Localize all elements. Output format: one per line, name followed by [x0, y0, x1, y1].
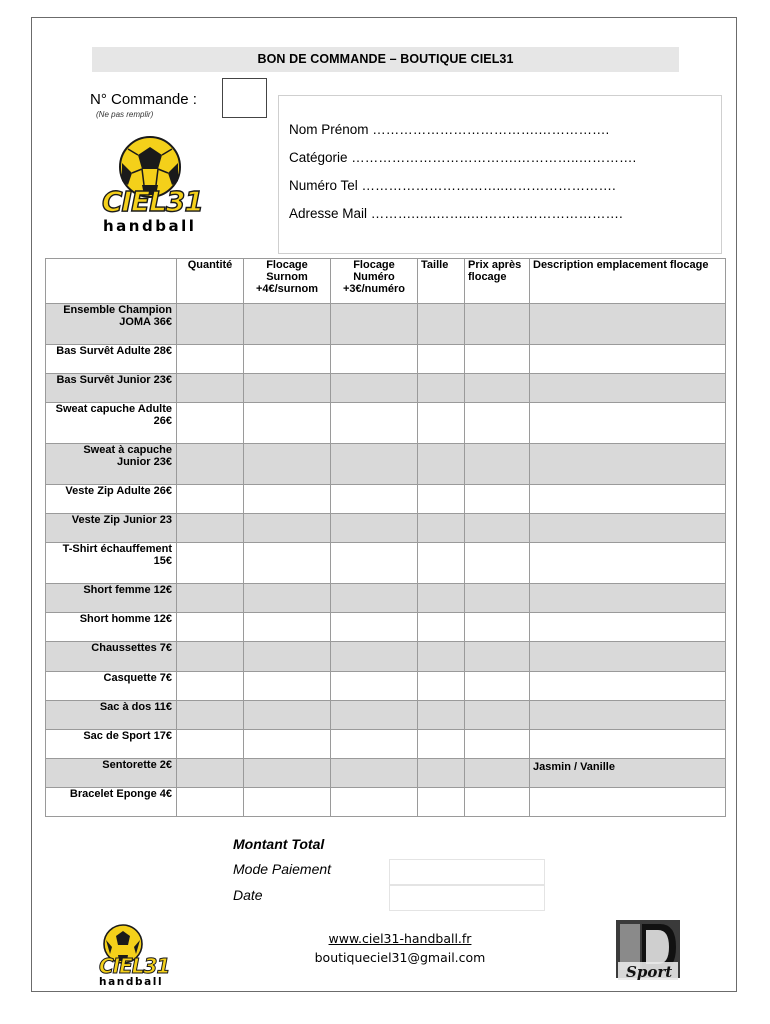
- description-cell[interactable]: Jasmin / Vanille: [530, 759, 726, 788]
- header-size: Taille: [418, 259, 465, 304]
- flocage-surnom-cell[interactable]: [244, 484, 331, 513]
- table-row: [46, 443, 726, 484]
- item-name: Sentorette 2€: [46, 759, 177, 788]
- table-row: [46, 403, 726, 444]
- ciel31-logo-text: CIEL31: [102, 185, 203, 218]
- description-cell[interactable]: [530, 443, 726, 484]
- description-cell[interactable]: [530, 304, 726, 345]
- size-cell[interactable]: [418, 373, 465, 402]
- size-cell[interactable]: [418, 513, 465, 542]
- quantity-cell[interactable]: [177, 513, 244, 542]
- price-cell[interactable]: [465, 543, 530, 584]
- table-row: [46, 583, 726, 612]
- table-row: [46, 642, 726, 671]
- flocage-surnom-cell[interactable]: [244, 642, 331, 671]
- quantity-cell[interactable]: [177, 304, 244, 345]
- item-name: Short homme 12€: [46, 613, 177, 642]
- flocage-numero-cell[interactable]: [331, 373, 418, 402]
- table-row: [46, 788, 726, 817]
- item-name: Sweat capuche Adulte 26€: [46, 403, 177, 444]
- payment-field[interactable]: [389, 859, 545, 885]
- flocage-surnom-cell[interactable]: [244, 759, 331, 788]
- quantity-cell[interactable]: [177, 443, 244, 484]
- size-cell[interactable]: [418, 403, 465, 444]
- description-cell[interactable]: [530, 403, 726, 444]
- size-cell[interactable]: [418, 304, 465, 345]
- header-quantity: Quantité: [177, 259, 244, 304]
- handball-logo-text: handball: [103, 217, 197, 235]
- item-name: T-Shirt échauffement 15€: [46, 543, 177, 584]
- table-header-row: [46, 259, 726, 304]
- table-row: [46, 700, 726, 729]
- price-cell[interactable]: [465, 788, 530, 817]
- item-name: Bas Survêt Adulte 28€: [46, 344, 177, 373]
- flocage-numero-cell[interactable]: [331, 484, 418, 513]
- size-cell[interactable]: [418, 671, 465, 700]
- price-cell[interactable]: [465, 642, 530, 671]
- email-field[interactable]: Adresse Mail ……….…..……..…………………………….: [289, 206, 623, 221]
- table-row: [46, 729, 726, 758]
- item-name: Sac à dos 11€: [46, 700, 177, 729]
- description-cell[interactable]: [530, 513, 726, 542]
- quantity-cell[interactable]: [177, 543, 244, 584]
- date-field[interactable]: [389, 885, 545, 911]
- flocage-numero-cell[interactable]: [331, 443, 418, 484]
- payment-label: Mode Paiement: [233, 861, 332, 877]
- ciel31-footer-logo: [97, 920, 177, 990]
- size-cell[interactable]: [418, 484, 465, 513]
- flocage-numero-cell[interactable]: [331, 344, 418, 373]
- flocage-numero-cell[interactable]: [331, 700, 418, 729]
- quantity-cell[interactable]: [177, 788, 244, 817]
- quantity-cell[interactable]: [177, 403, 244, 444]
- item-name: Veste Zip Junior 23: [46, 513, 177, 542]
- flocage-surnom-cell[interactable]: [244, 700, 331, 729]
- price-cell[interactable]: [465, 373, 530, 402]
- quantity-cell[interactable]: [177, 729, 244, 758]
- form-title: BON DE COMMANDE – BOUTIQUE CIEL31: [92, 47, 679, 72]
- description-cell[interactable]: [530, 344, 726, 373]
- quantity-cell[interactable]: [177, 642, 244, 671]
- description-cell[interactable]: [530, 700, 726, 729]
- d-sport-text: Sport: [626, 963, 673, 981]
- item-name: Short femme 12€: [46, 583, 177, 612]
- table-row: [46, 484, 726, 513]
- flocage-surnom-cell[interactable]: [244, 788, 331, 817]
- description-cell[interactable]: [530, 671, 726, 700]
- table-row: [46, 373, 726, 402]
- flocage-surnom-cell[interactable]: [244, 304, 331, 345]
- description-cell[interactable]: [530, 729, 726, 758]
- item-name: Sac de Sport 17€: [46, 729, 177, 758]
- flocage-surnom-cell[interactable]: [244, 513, 331, 542]
- description-cell[interactable]: [530, 788, 726, 817]
- handball-footer-logo-text: handball: [99, 976, 164, 988]
- description-cell[interactable]: [530, 583, 726, 612]
- price-cell[interactable]: [465, 700, 530, 729]
- item-name: Veste Zip Adulte 26€: [46, 484, 177, 513]
- size-cell[interactable]: [418, 729, 465, 758]
- customer-info-box: [278, 95, 722, 254]
- header-price: Prix après flocage: [465, 259, 530, 304]
- flocage-numero-cell[interactable]: [331, 788, 418, 817]
- item-name: Sweat à capuche Junior 23€: [46, 443, 177, 484]
- quantity-cell[interactable]: [177, 373, 244, 402]
- flocage-surnom-cell[interactable]: [244, 443, 331, 484]
- flocage-surnom-cell[interactable]: [244, 613, 331, 642]
- table-row: [46, 543, 726, 584]
- flocage-numero-cell[interactable]: [331, 642, 418, 671]
- phone-field[interactable]: Numéro Tel …………………………..…………………….: [289, 178, 616, 193]
- header-item: [46, 259, 177, 304]
- size-cell[interactable]: [418, 443, 465, 484]
- flocage-numero-cell[interactable]: [331, 729, 418, 758]
- quantity-cell[interactable]: [177, 583, 244, 612]
- quantity-cell[interactable]: [177, 671, 244, 700]
- flocage-numero-cell[interactable]: [331, 403, 418, 444]
- price-cell[interactable]: [465, 583, 530, 612]
- header-description: Description emplacement flocage: [530, 259, 726, 304]
- description-cell[interactable]: [530, 613, 726, 642]
- table-row: [46, 344, 726, 373]
- flocage-numero-cell[interactable]: [331, 759, 418, 788]
- size-cell[interactable]: [418, 700, 465, 729]
- size-cell[interactable]: [418, 613, 465, 642]
- quantity-cell[interactable]: [177, 344, 244, 373]
- flocage-surnom-cell[interactable]: [244, 543, 331, 584]
- price-cell[interactable]: [465, 403, 530, 444]
- quantity-cell[interactable]: [177, 759, 244, 788]
- flocage-numero-cell[interactable]: [331, 671, 418, 700]
- flocage-surnom-cell[interactable]: [244, 344, 331, 373]
- item-name: Casquette 7€: [46, 671, 177, 700]
- price-cell[interactable]: [465, 344, 530, 373]
- description-cell[interactable]: [530, 484, 726, 513]
- category-field[interactable]: Catégorie ……………………………….…………..………….: [289, 150, 637, 165]
- flocage-numero-cell[interactable]: [331, 543, 418, 584]
- price-cell[interactable]: [465, 304, 530, 345]
- item-name: Ensemble Champion JOMA 36€: [46, 304, 177, 345]
- quantity-cell[interactable]: [177, 700, 244, 729]
- table-row: [46, 671, 726, 700]
- size-cell[interactable]: [418, 759, 465, 788]
- flocage-surnom-cell[interactable]: [244, 583, 331, 612]
- table-row: [46, 613, 726, 642]
- table-row: [46, 759, 726, 788]
- flocage-numero-cell[interactable]: [331, 513, 418, 542]
- contact-email[interactable]: boutiqueciel31@gmail.com: [314, 950, 486, 965]
- price-cell[interactable]: [465, 613, 530, 642]
- flocage-numero-cell[interactable]: [331, 613, 418, 642]
- size-cell[interactable]: [418, 344, 465, 373]
- flocage-surnom-cell[interactable]: [244, 729, 331, 758]
- total-label: Montant Total: [233, 836, 325, 852]
- date-label: Date: [233, 887, 263, 903]
- price-cell[interactable]: [465, 484, 530, 513]
- description-cell[interactable]: [530, 642, 726, 671]
- description-cell[interactable]: [530, 543, 726, 584]
- size-cell[interactable]: [418, 583, 465, 612]
- flocage-surnom-cell[interactable]: [244, 373, 331, 402]
- d-sport-logo: [612, 918, 684, 986]
- header-flocage-numero: Flocage Numéro +3€/numéro: [331, 259, 418, 304]
- price-cell[interactable]: [465, 513, 530, 542]
- size-cell[interactable]: [418, 543, 465, 584]
- size-cell[interactable]: [418, 642, 465, 671]
- name-field[interactable]: Nom Prénom ……………………………….…………….: [289, 122, 610, 137]
- size-cell[interactable]: [418, 788, 465, 817]
- ciel31-logo: [100, 133, 215, 238]
- price-cell[interactable]: [465, 759, 530, 788]
- item-name: Chaussettes 7€: [46, 642, 177, 671]
- item-name: Bas Survêt Junior 23€: [46, 373, 177, 402]
- flocage-surnom-cell[interactable]: [244, 403, 331, 444]
- table-row: [46, 304, 726, 345]
- order-table: [45, 258, 726, 817]
- order-number-note: (Ne pas remplir): [96, 110, 154, 119]
- quantity-cell[interactable]: [177, 613, 244, 642]
- table-row: [46, 513, 726, 542]
- quantity-cell[interactable]: [177, 484, 244, 513]
- description-cell[interactable]: [530, 373, 726, 402]
- ciel31-footer-logo-text: CIEL31: [99, 954, 170, 978]
- header-flocage-surnom: Flocage Surnom +4€/surnom: [244, 259, 331, 304]
- flocage-numero-cell[interactable]: [331, 304, 418, 345]
- price-cell[interactable]: [465, 443, 530, 484]
- order-number-box[interactable]: [222, 78, 267, 118]
- price-cell[interactable]: [465, 729, 530, 758]
- website-link[interactable]: www.ciel31-handball.fr: [328, 931, 472, 946]
- flocage-numero-cell[interactable]: [331, 583, 418, 612]
- price-cell[interactable]: [465, 671, 530, 700]
- item-name: Bracelet Eponge 4€: [46, 788, 177, 817]
- order-number-label: N° Commande :: [90, 91, 197, 108]
- flocage-surnom-cell[interactable]: [244, 671, 331, 700]
